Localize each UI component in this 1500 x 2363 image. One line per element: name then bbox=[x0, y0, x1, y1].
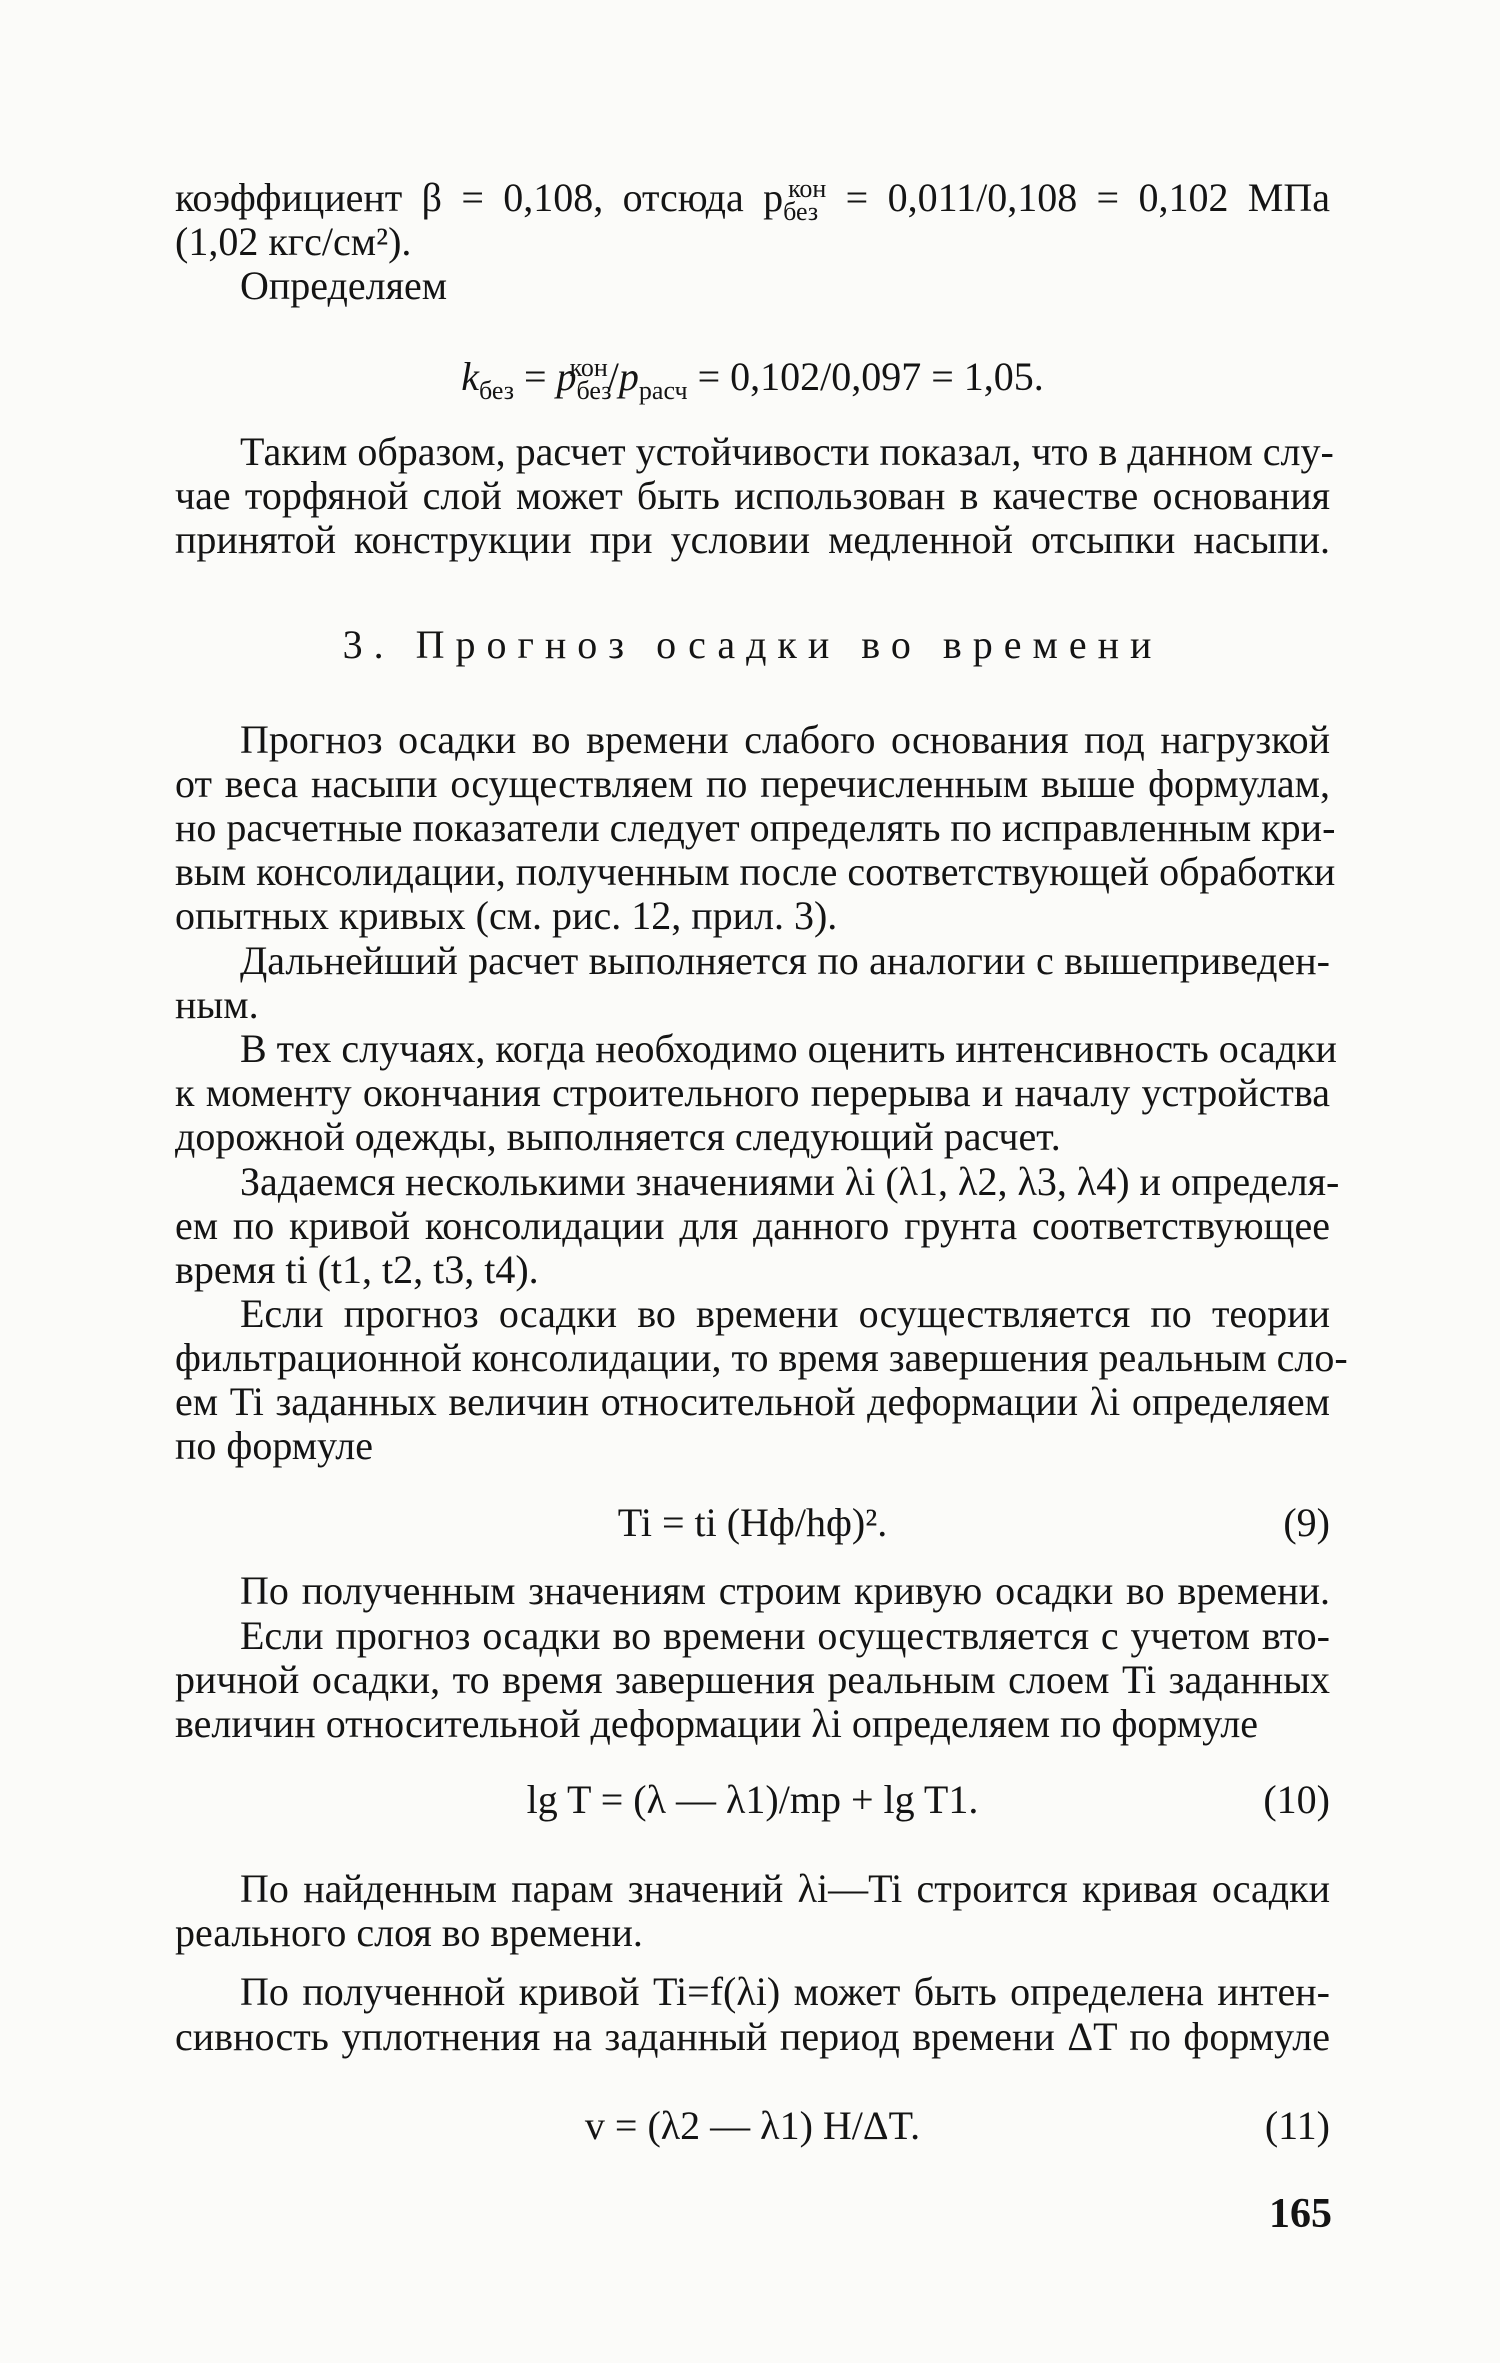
text-line: По полученным значениям строим кривую осадки во времени. bbox=[240, 1568, 1330, 1613]
text-line: чае торфяной слой может быть использован в качестве основания bbox=[175, 473, 1330, 518]
text-line: принятой конструкции при условии медленной отсыпки насыпи. bbox=[175, 517, 1330, 562]
section-heading: 3. Прогноз осадки во времени bbox=[342, 622, 1163, 667]
equation-11: v = (λ2 — λ1) H/ΔT. (11) bbox=[584, 2103, 1330, 2148]
text-line: Прогноз осадки во времени слабого основания под нагрузкой bbox=[240, 717, 1330, 762]
text-line: Дальнейший расчет выполняется по аналогии с вышеприведен- bbox=[240, 938, 1330, 983]
text-line: ем Ti заданных величин относительной деформации λi определяем bbox=[175, 1379, 1330, 1424]
text-line: по формуле bbox=[175, 1423, 373, 1468]
text-line: но расчетные показатели следует определять по исправленным кри- bbox=[175, 805, 1336, 850]
text-line: Задаемся несколькими значениями λi (λ1, λ2, λ3, λ4) и определя- bbox=[240, 1159, 1340, 1204]
equation-kbez: $k_{без} = p_{без}^{кон}/p_{расч} = 0,102/0,097 = 1,05$. bbox=[461, 352, 1044, 405]
text-line: По полученной кривой Ti=f(λi) может быть определена интен- bbox=[240, 1969, 1330, 2014]
text-line: фильтрационной консолидации, то время завершения реальным сло- bbox=[175, 1335, 1348, 1380]
text-line: дорожной одежды, выполняется следующий расчет. bbox=[175, 1114, 1061, 1159]
page-number: 165 bbox=[1269, 2191, 1332, 2237]
text-line: величин относительной деформации λi определяем по формуле bbox=[175, 1701, 1259, 1746]
text-line: По найденным парам значений λi—Ti строится кривая осадки bbox=[240, 1866, 1330, 1911]
text-line: В тех случаях, когда необходимо оценить интенсивность осадки bbox=[240, 1026, 1337, 1071]
text-line: ным. bbox=[175, 982, 259, 1027]
text-line: к моменту окончания строительного перерыва и началу устройства bbox=[175, 1070, 1330, 1115]
text-line: Если прогноз осадки во времени осуществляется с учетом вто- bbox=[240, 1613, 1330, 1658]
text-line: вым консолидации, полученным после соответствующей обработки bbox=[175, 849, 1336, 894]
text-line: время ti (t1, t2, t3, t4). bbox=[175, 1247, 539, 1292]
equation-10: lg T = (λ — λ1)/mp + lg T1. (10) bbox=[526, 1777, 1330, 1822]
text-line: Таким образом, расчет устойчивости показал, что в данном слу- bbox=[240, 429, 1334, 474]
text-line: ричной осадки, то время завершения реальным слоем Ti заданных bbox=[175, 1657, 1330, 1702]
text-line: ем по кривой консолидации для данного грунта соответствующее bbox=[175, 1203, 1330, 1248]
text-line: опытных кривых (см. рис. 12, прил. 3). bbox=[175, 893, 838, 938]
text-line: сивность уплотнения на заданный период времени ΔT по формуле bbox=[175, 2014, 1330, 2059]
equation-9: Ti = ti (Hф/hф)². (9) bbox=[617, 1500, 1330, 1545]
text-line: от веса насыпи осуществляем по перечисленным выше формулам, bbox=[175, 761, 1330, 806]
text-line: (1,02 кгс/см²). bbox=[175, 219, 412, 264]
text-line: Если прогноз осадки во времени осуществляется по теории bbox=[240, 1291, 1330, 1336]
text-line: Определяем bbox=[240, 263, 448, 308]
text-line: реального слоя во времени. bbox=[175, 1910, 643, 1955]
text-line: коэффициент β = 0,108, отсюда $p_{без}^{кон} = 0,011/0,108 = 0,102$ МПа bbox=[175, 173, 1330, 226]
